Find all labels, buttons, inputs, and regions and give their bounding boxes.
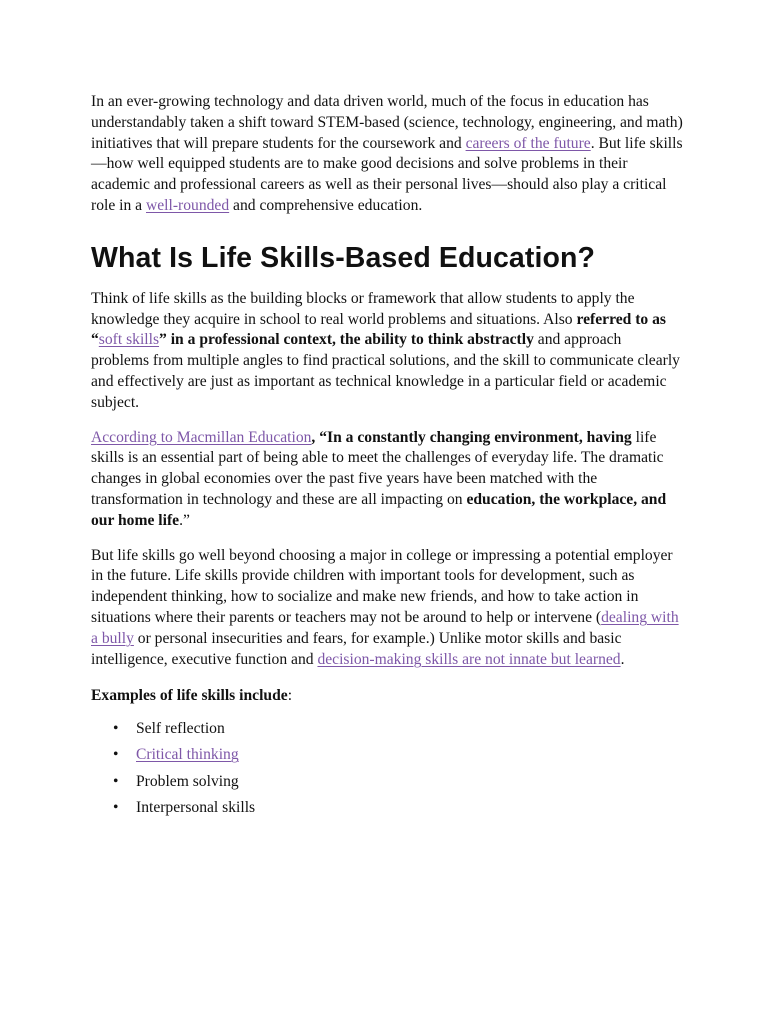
para4-text-2: or personal insecurities and fears, for example.) Unlike motor skills and basic intelligence, executive function and xyxy=(91,629,622,668)
para4-text-3: . xyxy=(620,650,625,668)
list-item xyxy=(91,745,683,771)
careers-of-the-future-link[interactable]: careers of the future xyxy=(465,134,591,152)
para2-text-2: and approach problems from multiple angles to find practical solutions, and the skill to communicate clearly and effectively are just as important as technical knowledge in a particular field or academic subject. xyxy=(91,331,680,411)
para3-bold-2: education, the workplace, and our home life xyxy=(91,490,667,529)
bullet-icon: • xyxy=(113,746,119,764)
examples-label xyxy=(91,686,683,707)
well-rounded-link[interactable]: well-rounded xyxy=(146,196,230,214)
article-body xyxy=(91,92,683,824)
macmillan-education-link[interactable]: According to Macmillan Education xyxy=(91,428,312,446)
para2-bold-2: ” in a professional context, the ability to think abstractly xyxy=(159,331,534,349)
para3-text-2: .” xyxy=(179,511,190,529)
dealing-with-a-bully-link[interactable]: dealing with a bully xyxy=(91,608,679,647)
para3-text-1: life skills is an essential part of being able to meet the challenges of everyday life. The dramatic changes in global economies over the past five years have been matched with the transformation in technology and these are all impacting on xyxy=(91,428,664,508)
list-item xyxy=(91,719,683,745)
list-item-label: Self reflection xyxy=(136,720,225,738)
list-item xyxy=(91,798,683,824)
intro-text-2: . But life skills—how well equipped students are to make good decisions and solve problems in their academic and professional careers as well as their personal lives—should also play a critical role in a xyxy=(91,134,683,214)
intro-text-1: In an ever-growing technology and data driven world, much of the focus in education has understandably taken a shift toward STEM-based (science, technology, engineering, and math) initiatives that will prepare students for the coursework and xyxy=(91,93,683,152)
section-heading: What Is Life Skills-Based Education? xyxy=(91,241,596,274)
para3-bold-1: , “In a constantly changing environment, having xyxy=(311,428,632,446)
critical-thinking-link[interactable]: Critical thinking xyxy=(136,746,239,764)
list-item xyxy=(91,772,683,798)
decision-making-skills-link[interactable]: decision-making skills are not innate but learned xyxy=(317,650,621,668)
intro-text-3: and comprehensive education. xyxy=(229,196,423,214)
para2-text-1: Think of life skills as the building blocks or framework that allow students to apply the knowledge they acquire in school to real world problems and situations. Also xyxy=(91,289,635,328)
life-skills-definition-paragraph xyxy=(91,289,683,414)
bullet-icon: • xyxy=(113,720,119,738)
para2-bold-1: referred to as “ xyxy=(91,310,666,349)
macmillan-quote-paragraph xyxy=(91,428,683,532)
list-item-label: Problem solving xyxy=(136,772,239,790)
examples-colon: : xyxy=(287,687,293,705)
bullet-icon: • xyxy=(113,772,119,790)
beyond-college-paragraph xyxy=(91,546,683,671)
bullet-icon: • xyxy=(113,799,119,817)
life-skills-list xyxy=(91,719,683,824)
examples-label-text: Examples of life skills include xyxy=(91,687,288,705)
list-item-label: Interpersonal skills xyxy=(136,799,256,817)
para4-text-1: But life skills go well beyond choosing a major in college or impressing a potential employer in the future. Life skills provide children with important tools for development, such as independent thinking, how to socialize and make new friends, and how to take action in situations where their parents or teachers may not be around to help or intervene ( xyxy=(91,546,673,626)
intro-paragraph xyxy=(91,92,683,217)
soft-skills-link[interactable]: soft skills xyxy=(98,331,160,349)
